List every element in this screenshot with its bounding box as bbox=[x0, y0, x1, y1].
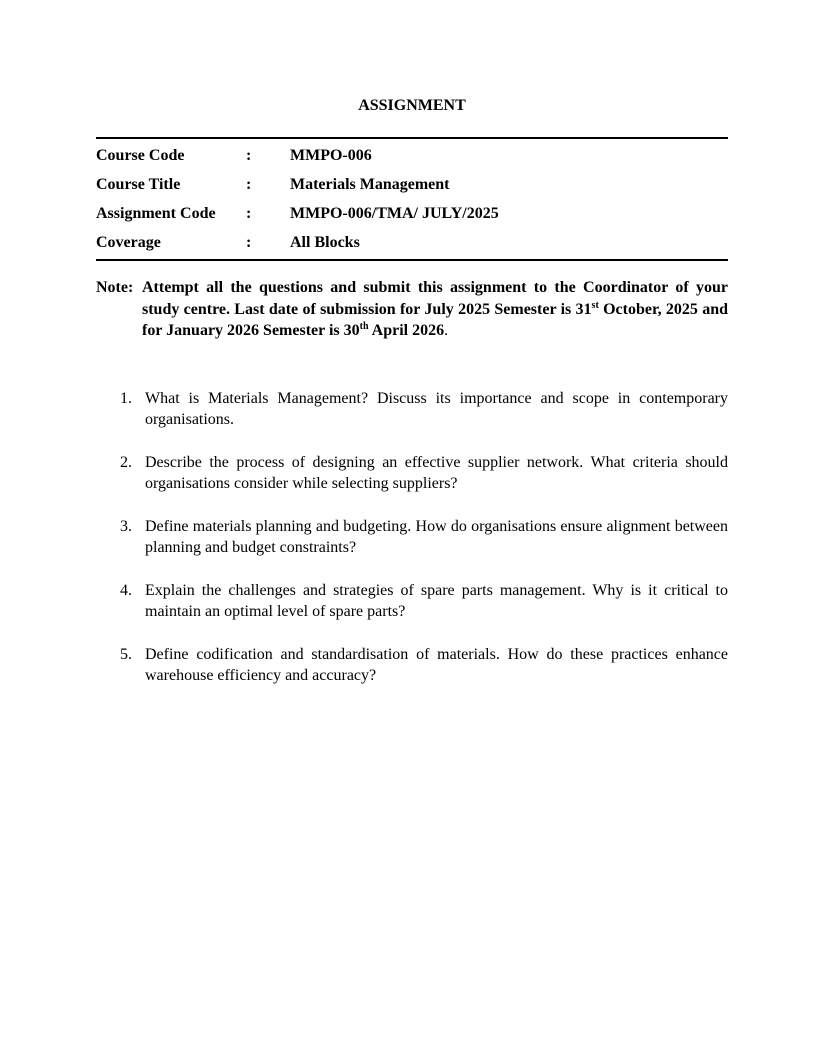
question-text: What is Materials Management? Discuss its importance and scope in contemporary organisations. bbox=[145, 389, 728, 428]
table-row-coverage bbox=[96, 228, 728, 257]
table-row-course-title bbox=[96, 170, 728, 199]
question-text: Define materials planning and budgeting. How do organisations ensure alignment between planning and budget constraints? bbox=[145, 517, 728, 556]
question-item-1 bbox=[120, 388, 728, 431]
question-number: 2. bbox=[120, 453, 132, 471]
row-colon: : bbox=[246, 234, 252, 251]
question-text: Define codification and standardisation of materials. How do these practices enhance warehouse efficiency and accuracy? bbox=[145, 645, 728, 684]
note-text bbox=[142, 277, 728, 342]
note-text-part2: October, 2025 and for January 2026 Semester is 30 bbox=[142, 300, 728, 339]
note-text-part3: April 2026 bbox=[368, 322, 445, 339]
question-text: Describe the process of designing an effective supplier network. What criteria should organisations consider while selecting suppliers? bbox=[145, 453, 728, 492]
row-colon: : bbox=[246, 205, 252, 222]
row-value: Materials Management bbox=[290, 176, 450, 193]
row-label: Assignment Code bbox=[96, 205, 216, 222]
table-row-assignment-code bbox=[96, 199, 728, 228]
question-text: Explain the challenges and strategies of spare parts management. Why is it critical to maintain an optimal level of spare parts? bbox=[145, 581, 728, 620]
row-value: MMPO-006 bbox=[290, 147, 372, 164]
question-number: 5. bbox=[120, 645, 132, 663]
page-title: ASSIGNMENT bbox=[358, 97, 466, 114]
question-item-5 bbox=[120, 644, 728, 687]
course-table bbox=[96, 137, 728, 261]
row-colon: : bbox=[246, 147, 252, 164]
row-label: Course Title bbox=[96, 176, 181, 193]
note-superscript-st: st bbox=[591, 299, 599, 311]
question-number: 1. bbox=[120, 389, 132, 407]
row-colon: : bbox=[246, 176, 252, 193]
row-value: All Blocks bbox=[290, 234, 360, 251]
note-text-part1: Attempt all the questions and submit this assignment to the Coordinator of your study centre. Last date of submission for July 2025 Semester is 31 bbox=[142, 279, 728, 318]
question-item-3 bbox=[120, 516, 728, 559]
note-section bbox=[96, 277, 728, 342]
row-label: Course Code bbox=[96, 147, 185, 164]
table-row-course-code bbox=[96, 141, 728, 170]
note-superscript-th: th bbox=[359, 321, 369, 332]
note-period: . bbox=[444, 322, 449, 339]
row-label: Coverage bbox=[96, 234, 161, 251]
note-label: Note: bbox=[96, 279, 134, 296]
row-value: MMPO-006/TMA/ JULY/2025 bbox=[290, 205, 499, 222]
question-list bbox=[96, 388, 728, 687]
question-item-4 bbox=[120, 580, 728, 623]
question-number: 4. bbox=[120, 581, 132, 599]
question-item-2 bbox=[120, 452, 728, 495]
question-number: 3. bbox=[120, 517, 132, 535]
